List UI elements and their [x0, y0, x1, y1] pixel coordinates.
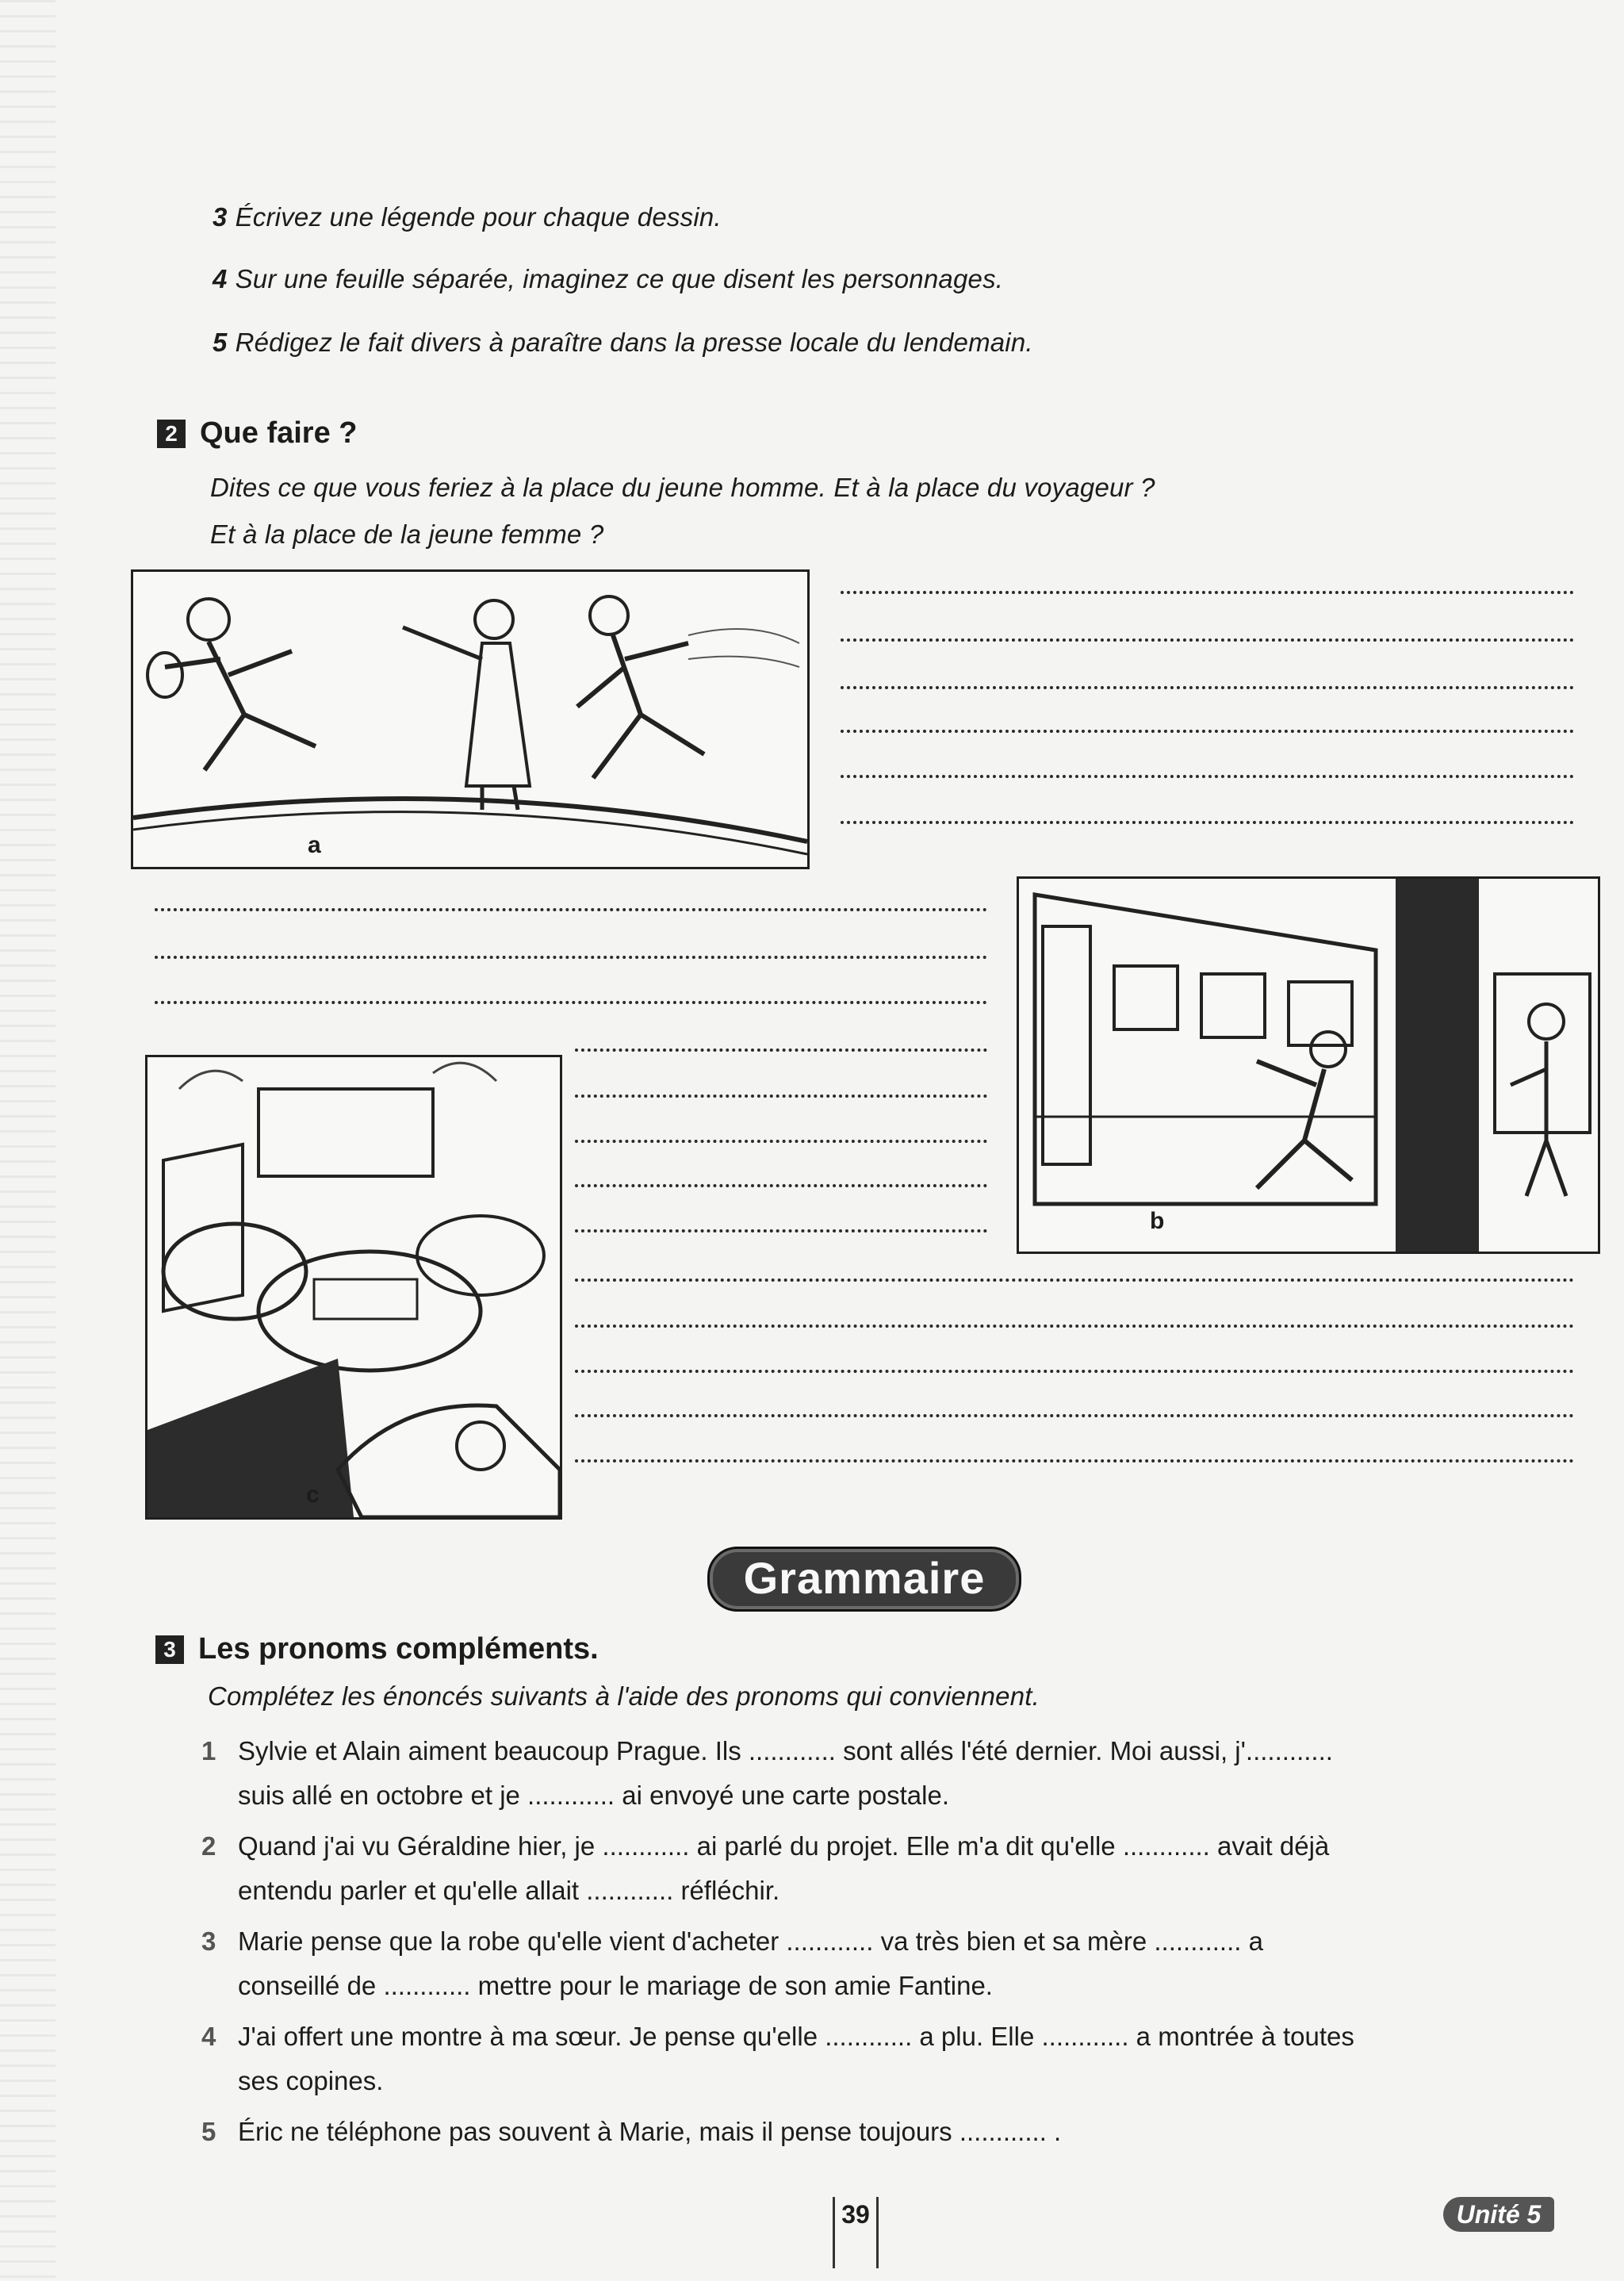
exercise-3-prompt: Complétez les énoncés suivants à l'aide des pronoms qui conviennent. [208, 1681, 1040, 1711]
figure-b-drawing [1019, 879, 1598, 1252]
grammar-item-1: 1 Sylvie et Alain aiment beaucoup Prague. Ils ............ sont allés l'été dernier. Moi aussi, j'............ suis allé en octobre et je ............ ai envoyé une carte postale. [201, 1736, 1333, 1810]
exercise-number-badge: 3 [155, 1635, 184, 1664]
writing-line [575, 1094, 987, 1098]
exercise-number-badge: 2 [157, 420, 186, 448]
writing-line [575, 1414, 1574, 1417]
instruction-4: 4 Sur une feuille séparée, imaginez ce que disent les personnages. [213, 264, 1004, 293]
writing-line [841, 591, 1574, 594]
writing-line [575, 1048, 987, 1052]
figure-a-illustration [131, 569, 810, 869]
scan-edge [0, 0, 56, 2281]
writing-line [575, 1229, 987, 1233]
exercise-2-heading [157, 416, 358, 450]
writing-line [155, 956, 987, 959]
writing-line [155, 1001, 987, 1004]
exercise-2-prompt-line1: Dites ce que vous feriez à la place du jeune homme. Et à la place du voyageur ? [210, 473, 1155, 502]
instruction-3: 3 Écrivez une légende pour chaque dessin. [213, 202, 722, 232]
writing-line [575, 1279, 1574, 1282]
grammar-item-3: 3 Marie pense que la robe qu'elle vient d'acheter ............ va très bien et sa mère ............ a conseillé de ............ mettre pour le mariage de son amie Fantine. [201, 1926, 1263, 2000]
writing-line [841, 730, 1574, 733]
writing-line [575, 1325, 1574, 1328]
figure-b-letter: b [1150, 1208, 1165, 1234]
writing-line [575, 1184, 987, 1187]
figure-b-illustration [1017, 876, 1600, 1254]
exercise-3-heading [155, 1632, 599, 1666]
figure-c-drawing [147, 1057, 560, 1517]
figure-a-drawing [133, 572, 807, 867]
writing-line [155, 908, 987, 911]
figure-c-letter: c [306, 1482, 320, 1508]
writing-line [575, 1140, 987, 1143]
writing-line [575, 1370, 1574, 1373]
unit-label: Unité 5 [1443, 2197, 1554, 2232]
exercise-3-title: Les pronoms compléments. [198, 1632, 599, 1666]
writing-line [841, 775, 1574, 778]
writing-line [841, 638, 1574, 642]
instruction-5: 5 Rédigez le fait divers à paraître dans la presse locale du lendemain. [213, 328, 1033, 357]
page-number: 39 [833, 2197, 879, 2268]
section-banner-grammaire: Grammaire [707, 1547, 1021, 1612]
grammar-item-2: 2 Quand j'ai vu Géraldine hier, je ............ ai parlé du projet. Elle m'a dit qu'elle ............ avait déjà entendu parler et qu'elle allait ............ réfléchir. [201, 1831, 1330, 1905]
writing-line [575, 1459, 1574, 1463]
grammar-item-5: 5 Éric ne téléphone pas souvent à Marie, mais il pense toujours ............ . [201, 2117, 1062, 2146]
exercise-2-prompt-line2: Et à la place de la jeune femme ? [210, 519, 604, 549]
grammar-item-4: 4 J'ai offert une montre à ma sœur. Je pense qu'elle ............ a plu. Elle ............ a montrée à toutes ses copines. [201, 2022, 1354, 2095]
writing-line [841, 821, 1574, 824]
exercise-2-title: Que faire ? [200, 416, 358, 450]
figure-c-illustration [145, 1055, 562, 1520]
figure-a-letter: a [308, 832, 321, 858]
writing-line [841, 686, 1574, 689]
